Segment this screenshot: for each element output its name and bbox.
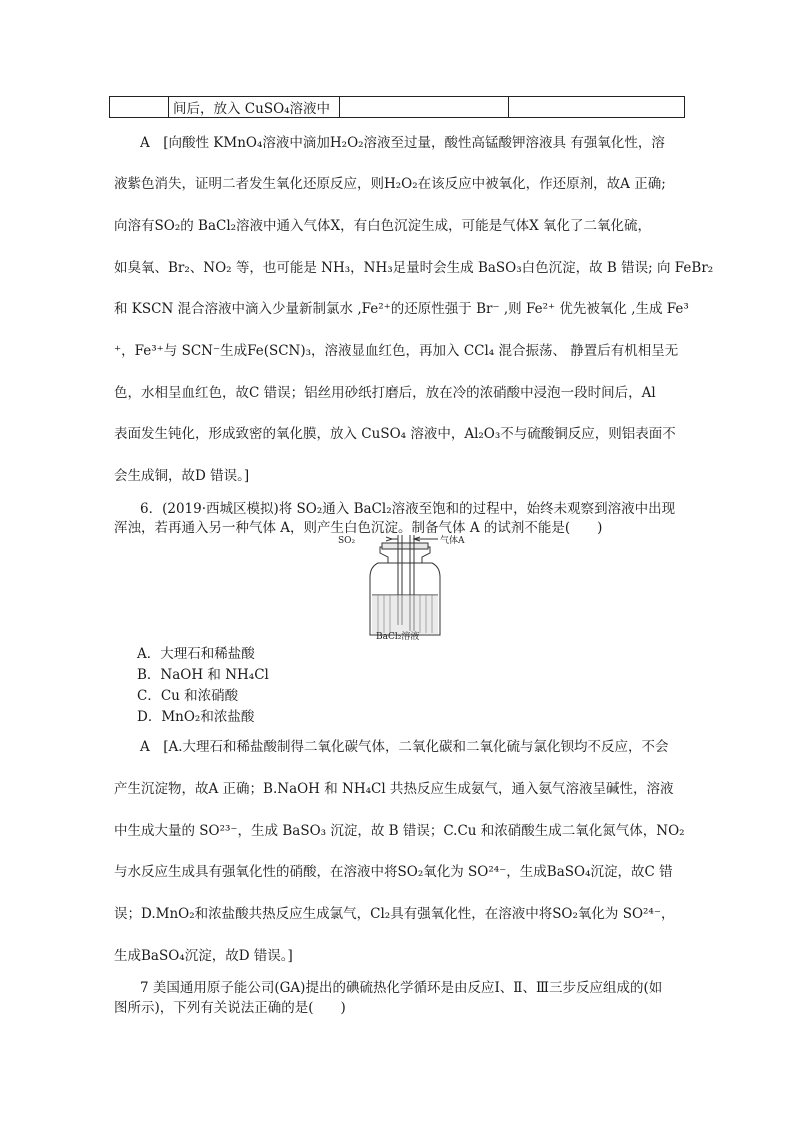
explanation-line: A [A.大理石和稀盐酸制得二氧化碳气体，二氧化碳和二氧化硫与氯化钡均不反应，不会 [140,739,669,755]
option-c: C．Cu 和浓硝酸 [137,688,239,704]
question-text: 浑浊，若再通入另一种气体 A，则产生白色沉淀。制备气体 A 的试剂不能是( ) [114,520,603,536]
explanation-line: 与水反应生成具有强氧化性的硝酸，在溶液中将SO₂氧化为 SO²⁴⁻，生成BaSO₄沉淀，故C 错 [114,864,673,880]
explanation-line: 色，水相呈血红色，故C 错误；铝丝用砂纸打磨后，放在冷的浓硝酸中浸泡一段时间后，Al [114,385,656,401]
question-text: 6．(2019·西城区模拟)将 SO₂通入 BaCl₂溶液至饱和的过程中，始终未观察到溶液中出现 [140,501,676,517]
table-cell: 间后，放入 CuSO₄溶液中 [169,97,340,118]
explanation-line: 误；D.MnO₂和浓盐酸共热反应生成氯气，Cl₂具有强氧化性，在溶液中将SO₂氧化为 SO²⁴⁻， [114,906,675,922]
label-bacl2-solution: BaCl₂溶液 [376,632,420,640]
answer-table-fragment [109,96,685,118]
explanation-line: 向溶有SO₂的 BaCl₂溶液中通入气体X，有白色沉淀生成，可能是气体X 氧化了二氧化硫， [114,218,652,234]
table-cell [110,97,169,118]
table-cell [340,97,509,118]
explanation-line: ⁺，Fe³⁺与 SCN⁻生成Fe(SCN)₃，溶液显血红色，再加入 CCl₄ 混合振荡、 静置后有机相呈无 [114,343,679,359]
question-text: 图所示)，下列有关说法正确的是( ) [114,1000,346,1016]
option-a: A．大理石和稀盐酸 [137,646,255,662]
explanation-line: 会生成铜，故D 错误。] [114,468,250,484]
label-so2: SO₂ [338,536,356,546]
table-row [110,97,685,118]
explanation-line: 和 KSCN 混合溶液中滴入少量新制氯水 ,Fe²⁺的还原性强于 Br⁻ ,则 Fe²⁺ 优先被氧化 ,生成 Fe³ [114,301,689,317]
question-text: 7 美国通用原子能公司(GA)提出的碘硫热化学循环是由反应Ⅰ、Ⅱ、Ⅲ三步反应组成的(如 [140,980,663,996]
label-gas-a: 气体A [440,536,465,546]
explanation-line: A [向酸性 KMnO₄溶液中滴加H₂O₂溶液至过量，酸性高锰酸钾溶液具 有强氧化性，溶 [140,135,665,151]
explanation-line: 生成BaSO₄沉淀，故D 错误。] [114,948,293,964]
table-cell [509,97,685,118]
option-d: D．MnO₂和浓盐酸 [137,709,255,725]
explanation-line: 如臭氧、Br₂、NO₂ 等，也可能是 NH₃，NH₃足量时会生成 BaSO₃白色沉淀，故 B 错误; 向 FeBr₂ [114,260,714,276]
explanation-line: 表面发生钝化，形成致密的氧化膜，放入 CuSO₄ 溶液中，Al₂O₃不与硫酸铜反应，则铝表面不 [114,426,676,442]
option-b: B．NaOH 和 NH₄Cl [137,667,269,683]
explanation-line: 中生成大量的 SO²³⁻，生成 BaSO₃ 沉淀，故 B 错误；C.Cu 和浓硝酸生成二氧化氮气体，NO₂ [114,823,685,839]
gas-washing-bottle-figure [330,535,480,640]
explanation-line: 液紫色消失，证明二者发生氧化还原反应，则H₂O₂在该反应中被氧化，作还原剂，故A 正确; [114,176,666,192]
explanation-line: 产生沉淀物，故A 正确；B.NaOH 和 NH₄Cl 共热反应生成氨气，通入氨气溶液呈碱性，溶液 [114,781,674,797]
